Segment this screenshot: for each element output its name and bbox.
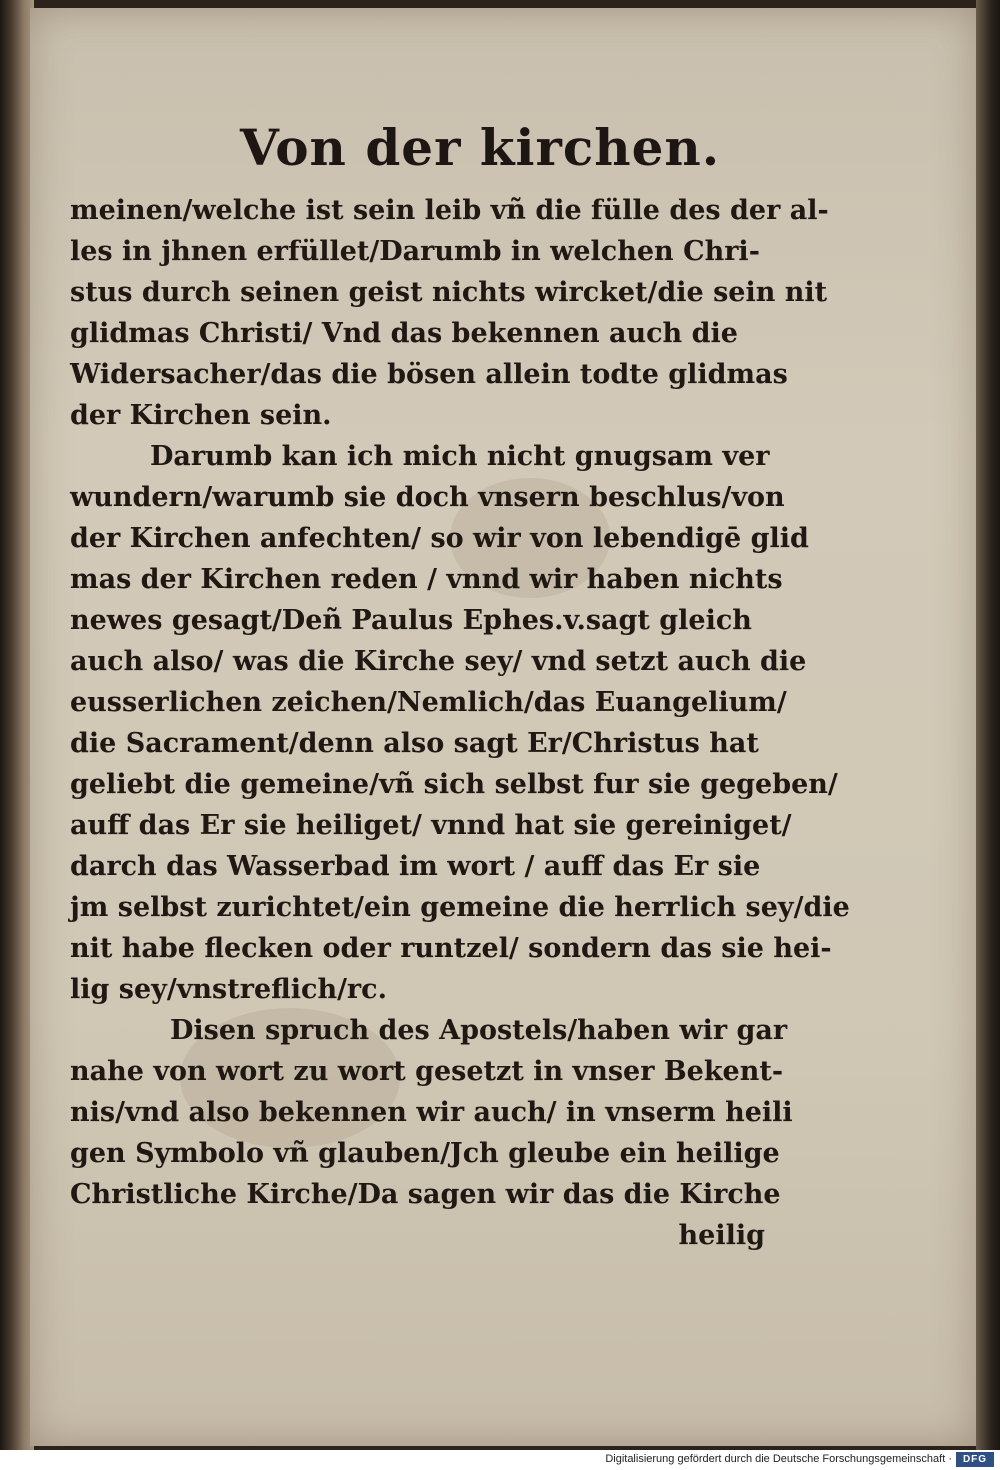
text-line: auch also/ was die Kirche sey/ vnd setzt auch die: [70, 646, 807, 677]
text-line: darch das Wasserbad im wort / auff das Er sie: [70, 851, 761, 882]
text-line: newes gesagt/Deñ Paulus Ephes.v.sagt gleich: [70, 605, 752, 636]
text-line: lig sey/vnstreflich/rc.: [70, 974, 387, 1005]
text-line: nit habe flecken oder runtzel/ sondern das sie hei-: [70, 933, 832, 964]
dfg-logo-icon[interactable]: DFG: [956, 1452, 994, 1467]
text-line: Widersacher/das die bösen allein todte glidmas: [70, 359, 788, 390]
text-line: wundern/warumb sie doch vnsern beschlus/von: [70, 482, 785, 513]
text-line: der Kirchen anfechten/ so wir von lebendigē glid: [70, 523, 809, 554]
text-line: glidmas Christi/ Vnd das bekennen auch die: [70, 318, 738, 349]
text-line: eusserlichen zeichen/Nemlich/das Euangelium/: [70, 687, 787, 718]
text-line: der Kirchen sein.: [70, 400, 332, 431]
text-line: auff das Er sie heiliget/ vnnd hat sie gereiniget/: [70, 810, 792, 841]
body-text: [70, 190, 850, 1256]
text-line: nahe von wort zu wort gesetzt in vnser Bekent-: [70, 1056, 784, 1087]
page-edge: [976, 0, 1000, 1450]
text-line: les in jhnen erfüllet/Darumb in welchen Chri-: [70, 236, 760, 267]
text-line: jm selbst zurichtet/ein gemeine die herrlich sey/die: [70, 892, 850, 923]
binding-edge: [0, 0, 34, 1450]
text-line: Christliche Kirche/Da sagen wir das die Kirche: [70, 1179, 781, 1210]
catchword: heilig: [678, 1220, 765, 1251]
text-line: Darumb kan ich mich nicht gnugsam ver: [150, 441, 770, 472]
text-line: die Sacrament/denn also sagt Er/Christus hat: [70, 728, 759, 759]
text-line: mas der Kirchen reden / vnnd wir haben nichts: [70, 564, 783, 595]
text-line: stus durch seinen geist nichts wircket/die sein nit: [70, 277, 828, 308]
footer-credit: Digitalisierung gefördert durch die Deutsche Forschungsgemeinschaft ·: [605, 1453, 952, 1465]
text-line: meinen/welche ist sein leib vñ die fülle des der al-: [70, 195, 829, 226]
text-line: Disen spruch des Apostels/haben wir gar: [170, 1015, 788, 1046]
text-line: gen Symbolo vñ glauben/Jch gleube ein heilige: [70, 1138, 780, 1169]
text-line: nis/vnd also bekennen wir auch/ in vnserm heili: [70, 1097, 793, 1128]
text-line: geliebt die gemeine/vñ sich selbst fur sie gegeben/: [70, 769, 838, 800]
running-head: Von der kirchen.: [240, 118, 721, 177]
